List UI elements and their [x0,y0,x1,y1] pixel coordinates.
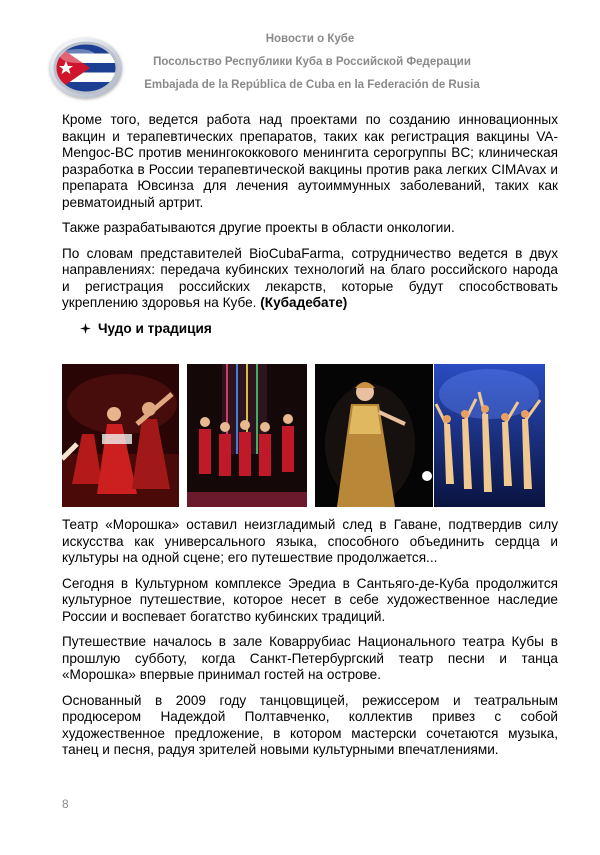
dance-photo-2 [187,364,307,507]
diamond-bullet-icon [80,321,98,336]
page-number: 8 [62,797,69,811]
paragraph-moroshka-havana: Театр «Морошка» оставил неизгладимый след в Гаване, подтвердив силу искусства как универсального языка, способного объединить сердца и культуры на одной сцене; его путешествие продолжается... [62,517,558,565]
source-label: (Кубадебате) [260,295,348,310]
section-title: Чудо и традиция [98,320,212,336]
paragraph-founded: Основанный в 2009 году танцовщицей, режиссером и театральным продюсером Надеждой Полтавченко, коллектив привез с собой художественное предложение, в котором мастерски сочетаются музыка, танец и песня, радуя зрителей новыми культурными впечатлениями. [62,692,558,757]
header-title: Новости о Кубе [265,33,355,45]
singer-photo [315,364,433,507]
header-embassy-es: Embajada de la República de Cuba en la Federación de Rusia [144,79,480,91]
header-embassy-ru: Посольство Республики Куба в Российской Федерации [153,56,471,68]
paragraph-vaccines: Кроме того, ведется работа над проектами по созданию инновационных вакцин и терапевтических препаратов, таких как регистрация вакцины VA-Mengoc-BC против менингококкового менингита серогруппы BC; клиническая разработка в России терапевтической вакцины против рака легких CIMAvax и препарата Ювсинза для лечения аутоиммунных заболеваний, таких как ревматоидный артрит. [62,112,558,210]
article-body-continued [62,517,558,768]
paragraph-santiago: Сегодня в Культурном комплексе Эредиа в Сантьяго-де-Куба продолжится культурное путешествие, которое несет в себе художественное наследие России и воспевает богатство кубинских традиций. [62,575,558,624]
section-heading [80,321,558,343]
paragraph-biocubafarma [62,246,558,312]
page-header [0,0,600,110]
paragraph-biocubafarma-text: По словам представителей BioCubaFarma, сотрудничество ведется в двух направлениях: передача кубинских технологий на благо российского народа и регистрация российских лекарств, которые будут способствовать укреплению здоровья на Кубе. [62,245,558,310]
photo-strip [62,364,545,507]
paragraph-journey-start: Путешествие началось в зале Коваррубиас Национального театра Кубы в прошлую субботу, когда Санкт-Петербургский театр песни и танца «Морошка» впервые принимал гостей на острове. [62,634,558,682]
ballet-photo [434,364,545,507]
dance-photo-1 [62,364,179,507]
paragraph-oncology: Также разрабатываются другие проекты в области онкологии. [62,220,455,235]
article-body [62,112,558,343]
